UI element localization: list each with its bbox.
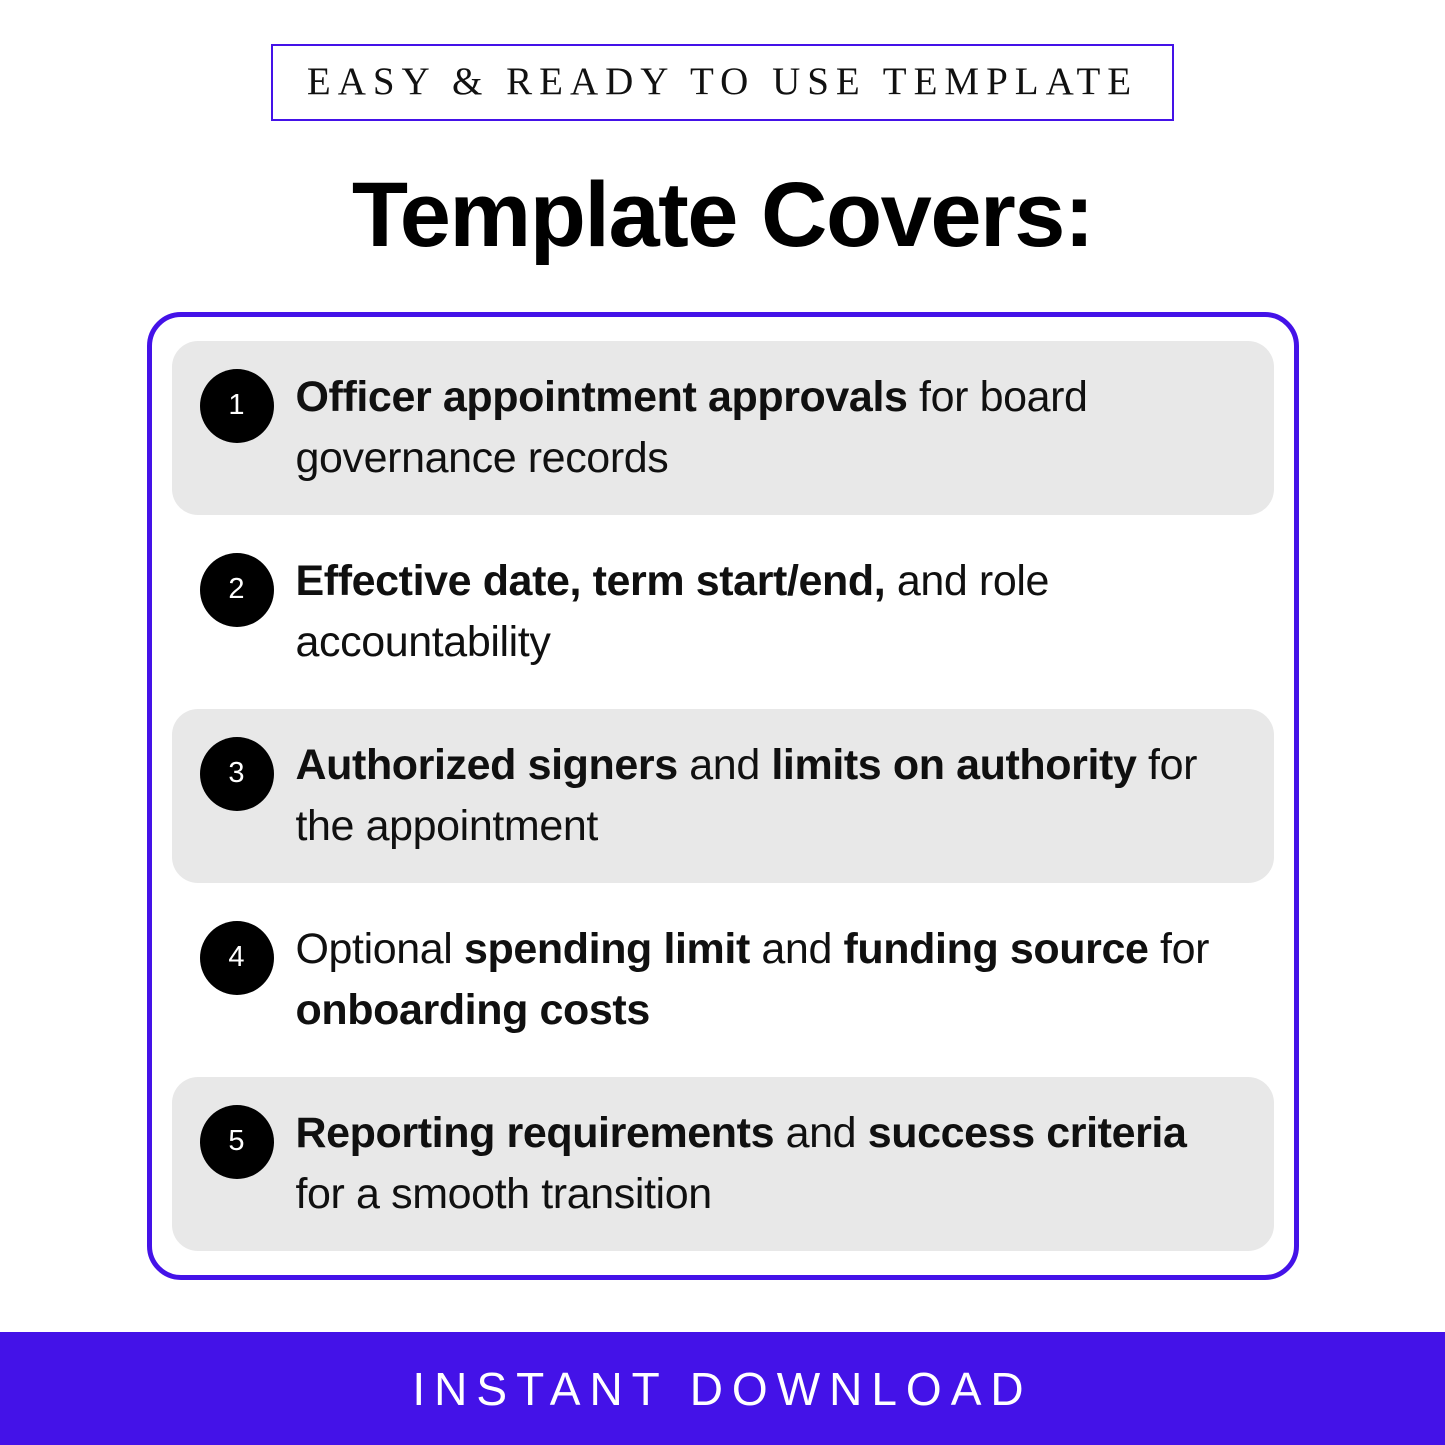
list-item-text <box>296 733 1238 857</box>
list-item <box>172 893 1274 1067</box>
list-item-rest: for the appointment <box>295 740 1198 850</box>
list-item-bold-two: funding source <box>843 924 1149 973</box>
template-badge <box>271 44 1174 121</box>
list-item-text <box>296 365 1238 489</box>
list-item <box>172 1077 1274 1251</box>
list-item-text <box>296 1101 1238 1225</box>
list-item-bold: Officer appointment approvals <box>295 372 908 421</box>
list-item-number: 3 <box>200 737 274 811</box>
list-item-bold: Effective date, term start/end, <box>295 556 886 605</box>
list-item-number: 1 <box>200 369 274 443</box>
list-item-lead: Optional <box>295 924 465 973</box>
list-item-rest: and role accountability <box>295 556 1050 666</box>
page-title: Template Covers: <box>351 164 1094 266</box>
instant-download-banner <box>0 1332 1445 1445</box>
list-item-mid: and <box>774 1108 868 1157</box>
list-item-bold: Authorized signers <box>295 740 678 789</box>
list-item-bold-three: onboarding costs <box>295 985 650 1034</box>
list-item-bold: spending limit <box>464 924 750 973</box>
list-item <box>172 525 1274 699</box>
template-badge-label: EASY & READY TO USE TEMPLATE <box>306 60 1139 103</box>
list-item-text <box>296 917 1238 1041</box>
list-item <box>172 341 1274 515</box>
list-item-bold-two: success criteria <box>867 1108 1187 1157</box>
list-item-mid-two: for <box>1148 924 1210 973</box>
list-item-number: 5 <box>200 1105 274 1179</box>
list-item-number: 2 <box>200 553 274 627</box>
list-item-rest: for a smooth transition <box>295 1170 712 1219</box>
list-item-text <box>296 549 1238 673</box>
list-item <box>172 709 1274 883</box>
list-item-mid: and <box>749 924 844 973</box>
list-item-rest: for board governance records <box>295 372 1088 482</box>
list-item-number: 4 <box>200 921 274 995</box>
instant-download-label: INSTANT DOWNLOAD <box>412 1362 1033 1415</box>
list-item-bold: Reporting requirements <box>295 1108 775 1157</box>
list-item-bold-two: limits on authority <box>771 740 1137 789</box>
covers-list-card <box>147 312 1299 1280</box>
list-item-mid: and <box>677 740 772 789</box>
